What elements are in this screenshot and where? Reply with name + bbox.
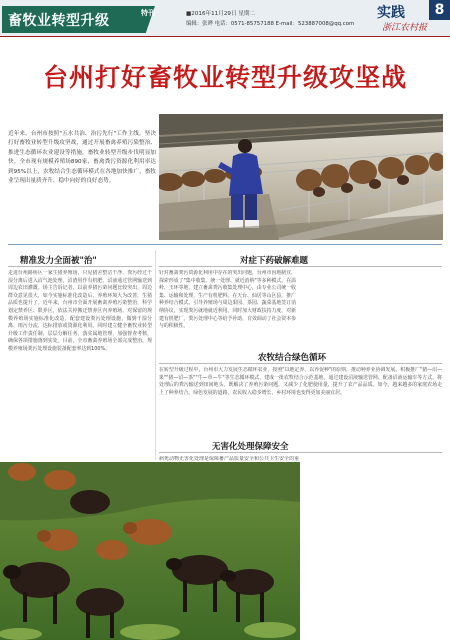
article-body-targeted-solutions-cont [302,270,442,346]
page-headline: 台州打好畜牧业转型升级攻坚战 [42,63,407,92]
section-heading-ag-livestock: 农牧结合绿色循环 [258,353,327,363]
section-heading-harmless-treatment: 无害化处理保障安全 [212,442,289,452]
article-body-precise-action: 走进台州路桥区一家生猪养殖场，只见猪舍整洁干净，粪污经过干湿分离后进入沼气池处理，沼渣用作有机肥，沼液通过管网输送到周边农田灌溉。场主告诉记者，以前养猪污染问题比较突出，周边群众意见很大，如今实施标准化改造后，养殖环境大为改善，生猪品质也提升了。近年来，台州市全面开展畜禽养殖污染整治，科学划定禁养区、限养区，依法关停搬迁禁养区内养殖场，对保留的规模养殖场实施标准化改造，配套建设粪污处理设施，做到干湿分离、雨污分流、达标排放或资源化利用。同时建立健全畜牧业转型升级工作责任制，层层分解任务，落实属地管理，加强督查考核，确保各项措施落到实处。目前，全市畜禽养殖场全部完成整治，规模养殖场粪污处理设施装备配套率达到100%。 [8,270,152,352]
lead-paragraph: 近年来，台州市按照"五水共治、治污先行"工作主线，坚决打好畜牧业转型升级攻坚战，通过开展畜禽养殖污染整治、推进生态循环农业建设等措施，畜牧业转型升级步伐明显加快。全市现有规模养殖场890家，畜禽粪污资源化利用率达到95%以上，农牧结合生态循环模式在各地加快推广，畜牧业呈现出量质齐升、稳中向好的良好态势。 [8,131,156,185]
lead-divider [8,244,442,245]
article-body-targeted-solutions: 针对畜禽粪污资源化利用中存在的突出问题，台州市因地制宜，探索形成了"集中收集、统一处理、就近消纳"等多种模式。在温岭、玉环等地，建立畜禽粪污收集处理中心，由专业公司统一收集、运输和处理，生产有机肥料。在天台、仙居等山区县，推广种养结合模式，引导养殖场与周边果园、茶园、蔬菜基地签订消纳协议，实现粪污就地就近利用。同时加大财政扶持力度，对新建有机肥厂、粪污处理中心等给予补助，有效调动了社会资本参与的积极性。 [159,270,296,330]
section-rule [159,363,442,364]
newspaper-logo: 浙江农村报 [382,23,428,33]
special-issue-badge: 特刊 [141,9,155,17]
section-title: 畜牧业转型升级 [8,13,110,29]
issue-date: ■2016年11月29日 星期二 [186,11,256,17]
section-heading-targeted-solutions: 对症下药破解难题 [240,256,309,266]
column-tag: 实践 [377,5,405,21]
editor-contact: 编辑：张晔 电话：0571-85757188 E-mail：523887008@qq.com [186,21,355,27]
cattle-barn-photo [159,114,443,240]
section-rule [159,452,442,453]
section-heading-precise-action: 精准发力全面被"治" [20,256,97,266]
grazing-cattle-photo [0,462,300,640]
article-body-harmless-treatment: 病死动物无害化处理是保障畜产品质量安全和公共卫生安全的重 [159,456,299,462]
page-number: 8 [429,0,450,20]
article-body-ag-livestock: 在转型升级过程中，台州市大力发展生态循环农业，按照"以地定养、以养促种"的原则，推动种养业协调发展。积极推广"猪—沼—果""猪—沼—茶""牛—草—牛"等生态循环模式，建成一批农牧结合示范基地。通过建设沼液输送管网、配备沼液运输车等方式，将处理后的粪污输送到田间地头，既解决了养殖污染问题，又减少了化肥使用量，提升了农产品品质。如今，越来越多的家庭农场走上了种养结合、绿色发展的道路，农民收入稳步增长，乡村环境也变得更加美丽宜居。 [159,367,442,396]
header-divider [0,36,450,37]
section-rule [8,266,152,267]
section-rule [159,266,442,267]
column-divider [155,250,156,460]
